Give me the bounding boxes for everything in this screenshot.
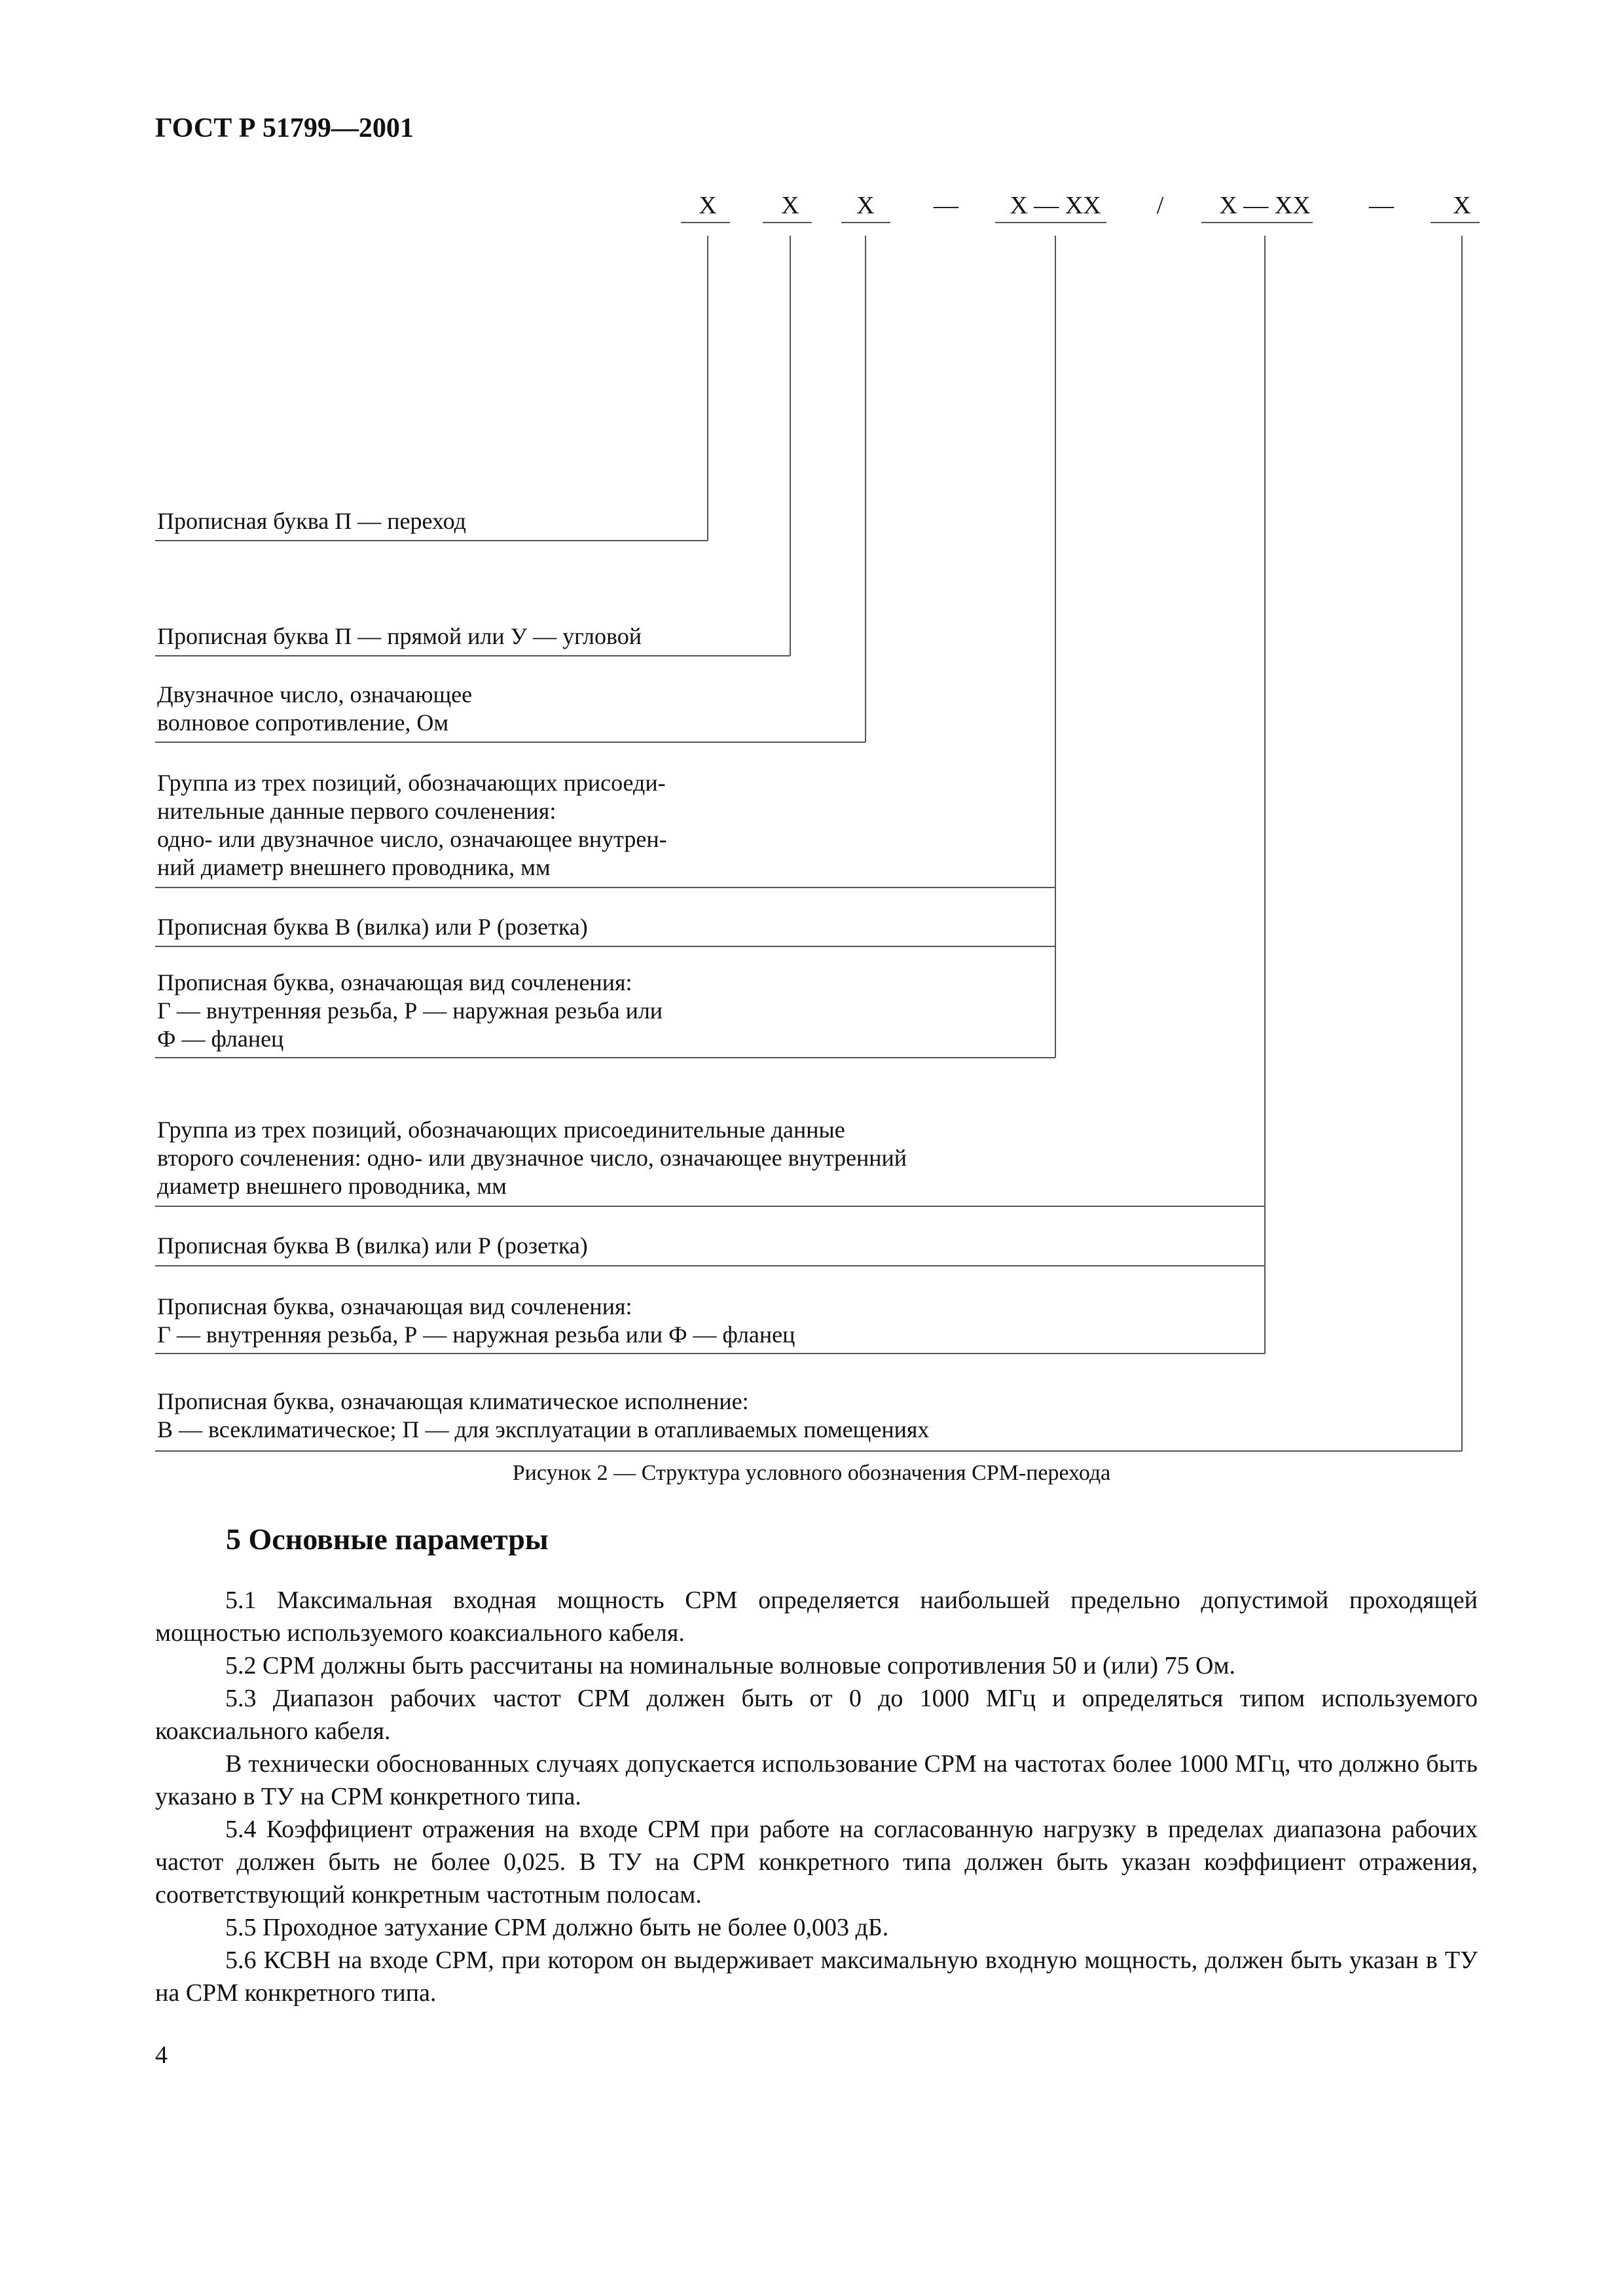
paragraph: 5.5 Проходное затухание СРМ должно быть не более 0,003 дБ.: [225, 1914, 889, 1941]
paragraph: 5.1 Максимальная входная мощность СРМ определяется наибольшей предельно допустимой проходящей мощностью используемого коаксиального кабеля.: [155, 1587, 1478, 1647]
figure-label: Прописная буква, означающая вид сочленения: Г — внутренняя резьба, Р — наружная резьба или Ф — фланец: [157, 969, 663, 1052]
figure-label: Прописная буква В (вилка) или Р (розетка): [157, 914, 588, 940]
paragraph: В технически обоснованных случаях допускается использование СРМ на частотах более 1000 МГц, что должно быть указано в ТУ на СРМ конкретного типа.: [155, 1750, 1478, 1810]
figure-label: Прописная буква В (вилка) или Р (розетка): [157, 1232, 588, 1259]
paragraph: 5.2 СРМ должны быть рассчитаны на номинальные волновые сопротивления 50 и (или) 75 Ом.: [225, 1652, 1235, 1679]
designation-position: Х: [781, 192, 799, 219]
figure-label: Прописная буква П — переход: [157, 508, 466, 534]
paragraph: 5.3 Диапазон рабочих частот СРМ должен быть от 0 до 1000 МГц и определяться типом используемого коаксиального кабеля.: [155, 1685, 1478, 1745]
designation-position: Х: [1453, 192, 1471, 219]
designation-position: Х: [856, 192, 875, 219]
figure-label: Группа из трех позиций, обозначающих присоединительные данные второго сочленения: одно- или двузначное число, означающее внутренний диаметр внешнего проводника, мм: [157, 1117, 907, 1199]
figure-label: Прописная буква, означающая климатическое исполнение: В — всеклиматическое; П — для эксплуатации в отапливаемых помещениях: [157, 1388, 930, 1443]
designation-position: Х — ХХ: [1219, 192, 1311, 219]
paragraph: 5.4 Коэффициент отражения на входе СРМ при работе на согласованную нагрузку в пределах диапазона рабочих частот должен быть не более 0,025. В ТУ на СРМ конкретного типа должен быть указан коэффициент отражения, соответствующий конкретным частотным полосам.: [155, 1816, 1478, 1909]
figure-caption: Рисунок 2 — Структура условного обозначения СРМ-перехода: [512, 1461, 1111, 1485]
designation-position: Х — ХХ: [1010, 192, 1101, 219]
figure-label: Группа из трех позиций, обозначающих присоеди- нительные данные первого сочленения: одно- или двузначное число, означающее внутрен- ний диаметр внешнего проводника, мм: [157, 770, 667, 880]
gost-header: ГОСТ Р 51799—2001: [155, 113, 414, 143]
designation-position: Х: [699, 192, 717, 219]
section-body: [155, 1584, 1478, 2009]
designation-separator: —: [934, 192, 958, 219]
paragraph: 5.6 КСВН на входе СРМ, при котором он выдерживает максимальную входную мощность, должен быть указан в ТУ на СРМ конкретного типа.: [155, 1946, 1478, 2007]
designation-separator: /: [1156, 192, 1164, 219]
designation-separator: —: [1369, 192, 1394, 219]
figure-label: Двузначное число, означающее волновое сопротивление, Ом: [157, 681, 473, 736]
figure-label: Прописная буква П — прямой или У — угловой: [157, 623, 642, 649]
page-number: 4: [155, 2041, 168, 2069]
figure-label: Прописная буква, означающая вид сочленения: Г — внутренняя резьба, Р — наружная резьба или Ф — фланец: [157, 1293, 795, 1348]
section-title: 5 Основные параметры: [226, 1522, 549, 1556]
